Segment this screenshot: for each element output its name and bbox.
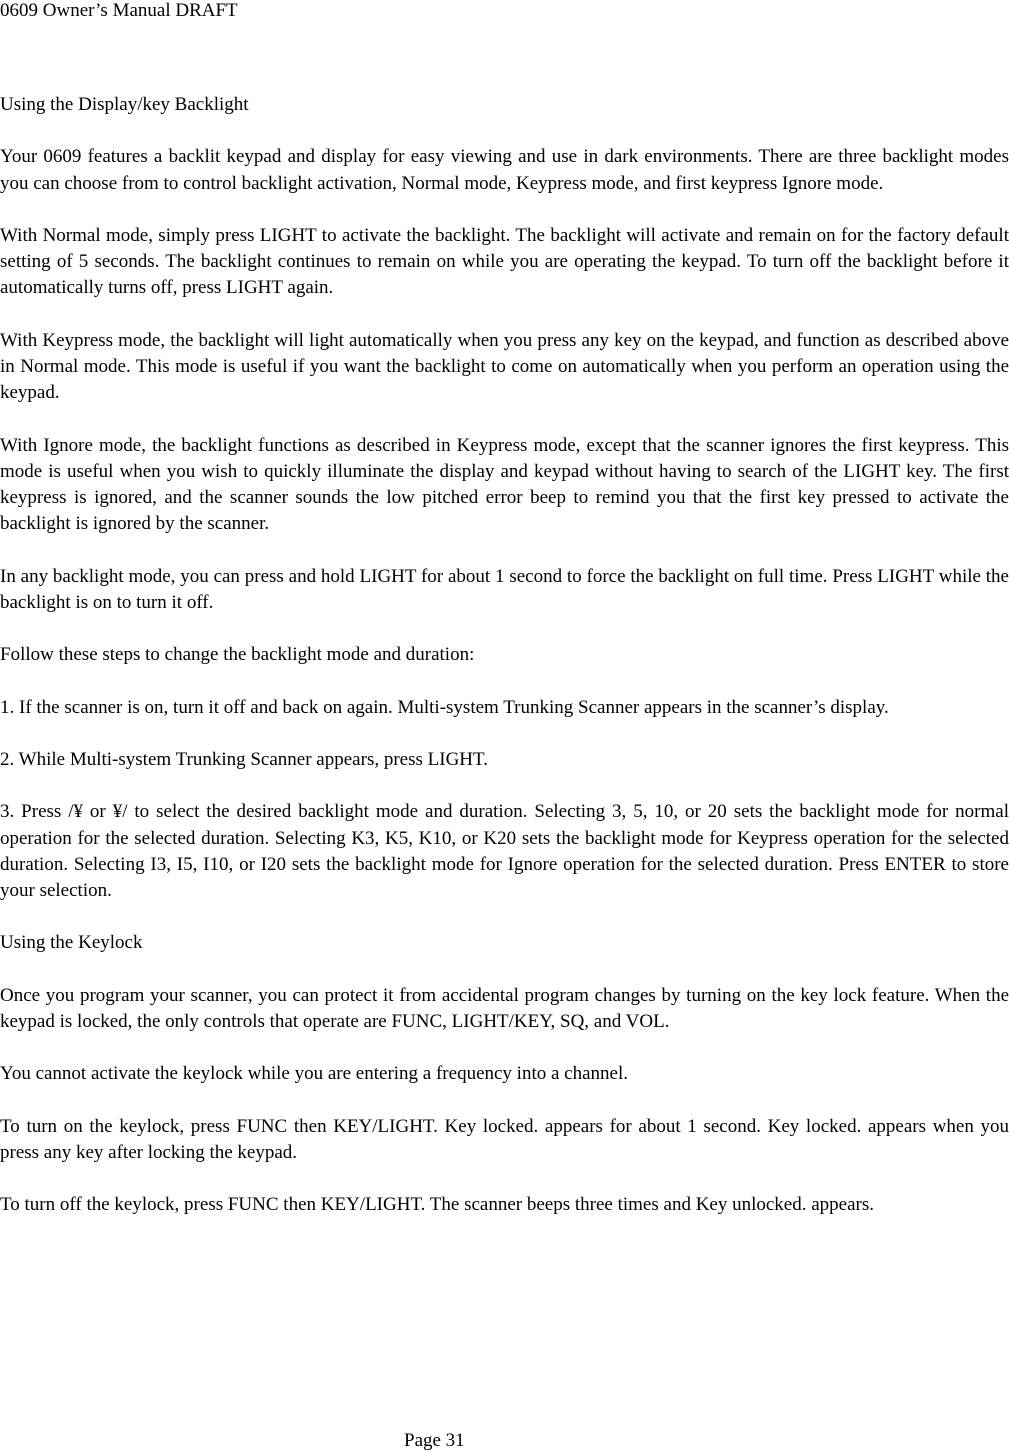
paragraph-keylock-off: To turn off the keylock, press FUNC then KEY/LIGHT. The scanner beeps three times and Key unlocked. appears. [0, 1194, 875, 1216]
section-heading-backlight: Using the Display/key Backlight [0, 94, 249, 115]
paragraph-ignore-mode: With Ignore mode, the backlight functions as described in Keypress mode, except that the scanner ignores the first keypress. This mode is useful when you wish to quickly illuminate the display and keypad without having to search of the LIGHT key. The first keypress is ignored, and the scanner sounds the low pitched error beep to remind you that the first key pressed to activate the backlight is ignored by the scanner. [0, 434, 1009, 535]
paragraph-keylock-on: To turn on the keylock, press FUNC then KEY/LIGHT. Key locked. appears for about 1 second. Key locked. appears when you press any key after locking the keypad. [0, 1115, 1009, 1163]
section-heading-keylock: Using the Keylock [0, 932, 143, 954]
paragraph-keylock-restriction: You cannot activate the keylock while you are entering a frequency into a channel. [0, 1063, 629, 1085]
paragraph-normal-mode: With Normal mode, simply press LIGHT to activate the backlight. The backlight will activate and remain on for the factory default setting of 5 seconds. The backlight continues to remain on while you are operating the keypad. To turn off the backlight before it automatically turns off, press LIGHT again. [0, 224, 1009, 299]
step-2: 2. While Multi-system Trunking Scanner appears, press LIGHT. [0, 748, 488, 770]
paragraph-keypress-mode: With Keypress mode, the backlight will light automatically when you press any key on the keypad, and function as described above in Normal mode. This mode is useful if you want the backlight to come on automatically when you perform an operation using the keypad. [0, 329, 1009, 404]
step-3: 3. Press /¥ or ¥/ to select the desired backlight mode and duration. Selecting 3, 5, 10, or 20 sets the backlight mode for normal operation for the selected duration. Selecting K3, K5, K10, or K20 sets the backlight mode for Keypress operation for the selected duration. Selecting I3, I5, I10, or I20 sets the backlight mode for Ignore operation for the selected duration. Press ENTER to store your selection. [0, 801, 1009, 901]
paragraph-backlight-intro: Your 0609 features a backlit keypad and display for easy viewing and use in dark environments. There are three backlight modes you can choose from to control backlight activation, Normal mode, Keypress mode, and first keypress Ignore mode. [0, 146, 1009, 194]
paragraph-keylock-intro: Once you program your scanner, you can protect it from accidental program changes by turning on the key lock feature. When the keypad is locked, the only controls that operate are FUNC, LIGHT/KEY, SQ, and VOL. [0, 984, 1009, 1032]
step-1: 1. If the scanner is on, turn it off and back on again. Multi-system Trunking Scanner appears in the scanner’s display. [0, 696, 889, 718]
paragraph-steps-intro: Follow these steps to change the backlight mode and duration: [0, 644, 475, 666]
paragraph-full-time: In any backlight mode, you can press and hold LIGHT for about 1 second to force the backlight on full time. Press LIGHT while the backlight is on to turn it off. [0, 565, 1009, 613]
running-header: 0609 Owner’s Manual DRAFT [0, 0, 238, 21]
page-content [0, 92, 1009, 1245]
page-number: Page 31 [404, 1430, 465, 1451]
